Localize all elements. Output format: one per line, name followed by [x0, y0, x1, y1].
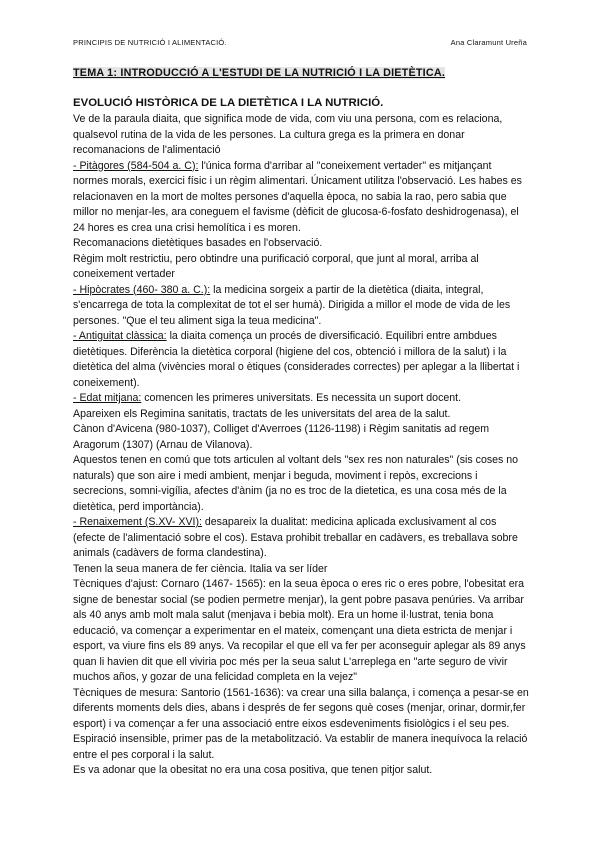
paragraph-text: Apareixen els Regimina sanitatis, tractats de les universitats del area de la salut. — [73, 407, 451, 420]
header-course: PRINCIPIS DE NUTRICIÓ I ALIMENTACIÓ. — [73, 38, 227, 47]
header-author: Ana Claramunt Ureña — [450, 38, 527, 47]
paragraph-lead: - Antiguitat clàssica: — [73, 330, 167, 342]
paragraph-text: Es va adonar que la obesitat no era una cosa positiva, que tenen pitjor salut. — [73, 764, 433, 776]
paragraph — [73, 422, 529, 453]
chapter-title: TEMA 1: INTRODUCCIÓ A L'ESTUDI DE LA NUTRICIÓ I LA DIETÈTICA. — [73, 67, 446, 79]
document-body — [73, 66, 529, 779]
paragraph-lead: - Hipòcrates (460- 380 a. C.): — [73, 283, 211, 296]
paragraph-text: Cànon d'Avicena (980-1037), Colliget d'Averroes (1126-1198) i Règim sanitatis ad regem Aragorum (1307) (Arnau de Vilanova). — [73, 423, 490, 451]
paragraph-text: Recomanacions dietètiques basades en l'observació. — [73, 237, 323, 249]
paragraph-text: Ve de la paraula diaita, que significa mode de vida, com viu una persona, com es relaciona, qualsevol rutina de la vida de les persones. La cultura grega es la primera en donar recomanacions de l'alimentació — [73, 113, 503, 156]
paragraph — [73, 407, 529, 423]
paragraph — [73, 577, 529, 686]
paragraph-lead: - Renaixement (S.XV- XVI): — [73, 516, 202, 528]
paragraph — [73, 763, 529, 779]
paragraph-list — [73, 112, 529, 779]
paragraph-text: comencen les primeres universitats. Es necessita un suport docent. — [141, 392, 462, 404]
paragraph — [73, 562, 529, 578]
paragraph-lead: - Pitàgores (584-504 a. C): — [73, 159, 199, 172]
paragraph-text: Tècniques de mesura: Santorio (1561-1636): va crear una silla balança, i comença a pesar-se en diferents moments dels dies, abans i després de fer segons què coses (menjar, orinar, dormir,fer esport) i va començar a fer una associació entre eixos esdeveniments fisiològics i el seu pes. Espiració insensible, primer pas de la metabolització. Va establir de manera inequívoca la relació entre el pes corporal i la salut. — [73, 686, 529, 761]
paragraph — [73, 391, 529, 407]
paragraph — [73, 252, 529, 283]
paragraph-text: l'única forma d'arribar al "coneixement vertader" es mitjançant normes morals, exercici físic i un règim alimentari. Únicament utilitza l'observació. Les habes es relacionaven en la mort de moltes persones d'aquella època, no sabia la rao, pero sabia que millor no menjar-les, ara coneguem el favisme (dèficit de glucosa-6-fosfato deshidrogenasa), el 24 hores es crea una crisi hemolítica i es moren. — [73, 159, 522, 234]
paragraph-text: Aquestos tenen en comú que tots articulen al voltant dels "sex res non naturales" (sis coses no naturals) que son aire i medi ambient, menjar i beguda, moviment i repòs, excrecions i secrecions, somni-vigília, afectes d'ànim (ja no es troc de la dietetica, es una cosa més de la dietètica, perd importància). — [73, 454, 519, 513]
page-header — [73, 38, 527, 50]
paragraph-text: desapareix la dualitat: medicina aplicada exclusivament al cos (efecte de l'alimentació sobre el cos). Estava prohibit treballar en cadàvers, es treballava sobre animals (cadàvers de forma clandestina). — [73, 516, 518, 559]
paragraph — [73, 453, 529, 515]
paragraph — [73, 329, 529, 391]
paragraph — [73, 283, 529, 330]
paragraph-text: Règim molt restrictiu, pero obtindre una purificació corporal, que junt al moral, arriba al coneixement vertader — [73, 252, 479, 280]
paragraph — [73, 236, 529, 252]
paragraph-lead: - Edat mitjana: — [73, 392, 142, 404]
paragraph-text: la diaita comença un procés de diversificació. Equilibri entre ambdues dietètiques. Diferència la dietètica corporal (higiene del cos, obtenció i millora de la salut) i la dietètica del alma (vivències moral o ètiques (considerades correctes) per aplegar a la llibertat i coneixement). — [73, 330, 520, 389]
paragraph-text: Tenen la seua manera de fer ciència. Italia va ser líder — [73, 562, 328, 575]
paragraph — [73, 686, 529, 764]
section-title: EVOLUCIÓ HISTÒRICA DE LA DIETÈTICA I LA NUTRICIÓ. — [73, 97, 384, 109]
paragraph — [73, 112, 529, 159]
paragraph — [73, 515, 529, 562]
paragraph — [73, 159, 529, 237]
paragraph-text: Tècniques d'ajust: Cornaro (1467- 1565): en la seua època o eres ric o eres pobre, l'obesitat era signe de benestar social (se podien permetre menjar), la gent pobre pasava penúries. Va arribar als 40 anys amb molt mala salut (menjava i bebia molt). Era un home il·lustrat, tenia bona educació, va començar a experimentar en el mateix, començant una dieta estricta de menjar i esport, va viure fins els 89 anys. Va recopilar el que ell va fer per aconseguir aplegar als 89 anys quan li havien dit que ell viviria poc més per la seua salut L'arreplega en "arte seguro de vivir muchos años, y gozar de una felicidad completa en la vejez" — [73, 578, 526, 683]
paragraph-text: la medicina sorgeix a partir de la dietètica (diaita, integral, s'encarrega de tota la complexitat de tot el ser humà). Dirigida a millor el mode de vida de les persones. "Que el teu aliment siga la teua medicina". — [73, 283, 511, 327]
